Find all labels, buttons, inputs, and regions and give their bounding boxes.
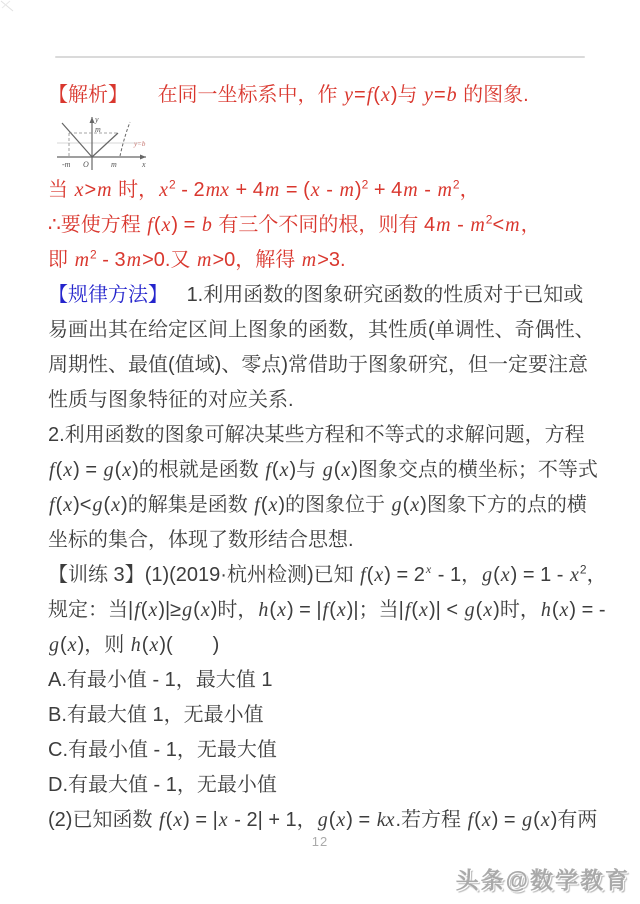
corner-scratch-mark	[0, 0, 18, 14]
method-line: 易画出其在给定区间上图象的函数，其性质(单调性、奇偶性、	[48, 319, 595, 341]
method-line: 周期性、最值(值域)、零点)常借助于图象研究，但一定要注意	[48, 354, 588, 376]
training-line: g(x)，则 h(x)( )	[49, 634, 220, 656]
method-line: 坐标的集合，体现了数形结合思想.	[48, 529, 354, 551]
training-line: 规定：当|f(x)|≥g(x)时，h(x) = |f(x)|；当|f(x)| < g(x)时，h(x) = -	[48, 599, 606, 621]
training-part2-line: (2)已知函数 f(x) = |x - 2| + 1，g(x) = kx.若方程 f(x) = g(x)有两	[48, 809, 598, 831]
top-divider	[55, 56, 585, 58]
option-c: C.有最小值 - 1，无最大值	[48, 739, 277, 761]
analysis-line: 当 x>m 时，$x^2 - 2mx + 4m = (x - m)^2 + 4m - m^2$，	[48, 177, 480, 201]
document-content	[48, 78, 607, 838]
right-branch	[92, 133, 118, 157]
training-line: (1)(2019·杭州检测)已知 $f(x) = 2^x - 1$，$g(x) = 1 - x^2$，	[144, 562, 607, 586]
left-branch	[62, 123, 92, 157]
method-line: 性质与图象特征的对应关系.	[48, 389, 294, 411]
parabola-branch	[120, 122, 130, 156]
method-line: 2.利用函数的图象可解决某些方程和不等式的求解问题，方程	[48, 424, 585, 446]
watermark-text: 头条@数学教育	[455, 867, 630, 893]
training-heading-line	[48, 558, 607, 593]
neg-m-label: -m	[62, 160, 71, 169]
m-on-y-label: m	[95, 125, 101, 134]
analysis-heading-line	[48, 78, 594, 113]
option-b: B.有最大值 1，无最小值	[48, 704, 264, 726]
function-graph-svg	[54, 113, 156, 173]
method-heading-line	[48, 278, 594, 313]
analysis-line: ∴要使方程 f(x) = b 有三个不同的根，则有 $4m - m^2<m$，	[48, 212, 541, 236]
y-axis-arrow	[90, 117, 95, 123]
option-d: D.有最大值 - 1，无最小值	[48, 774, 277, 796]
curve-label: y=b	[134, 140, 146, 148]
y-axis-label: y	[95, 115, 99, 124]
training-label: 【训练 3】	[48, 564, 145, 586]
method-line: 1.利用函数的图象研究函数的性质对于已知或	[186, 284, 584, 306]
method-label: 【规律方法】	[48, 284, 168, 306]
page-number: 12	[311, 834, 329, 849]
method-line: f(x) = g(x)的根就是函数 f(x)与 g(x)图象交点的横坐标；不等式	[49, 459, 598, 481]
analysis-line: 即 $m^2 - 3m>0$.又 m>0，解得 m>3.	[48, 247, 346, 271]
option-a: A.有最小值 - 1，最大值 1	[48, 669, 273, 691]
analysis-label: 【解析】	[48, 84, 128, 106]
m-on-x-label: m	[111, 160, 117, 169]
origin-label: O	[83, 160, 89, 169]
analysis-intro: 在同一坐标系中，作 y=f(x)与 y=b 的图象.	[157, 84, 529, 106]
x-axis-label: x	[142, 160, 146, 169]
function-graph-figure	[48, 113, 594, 173]
x-axis-arrow	[140, 155, 146, 160]
method-line: f(x)<g(x)的解集是函数 f(x)的图象位于 g(x)图象下方的点的横	[49, 494, 587, 516]
